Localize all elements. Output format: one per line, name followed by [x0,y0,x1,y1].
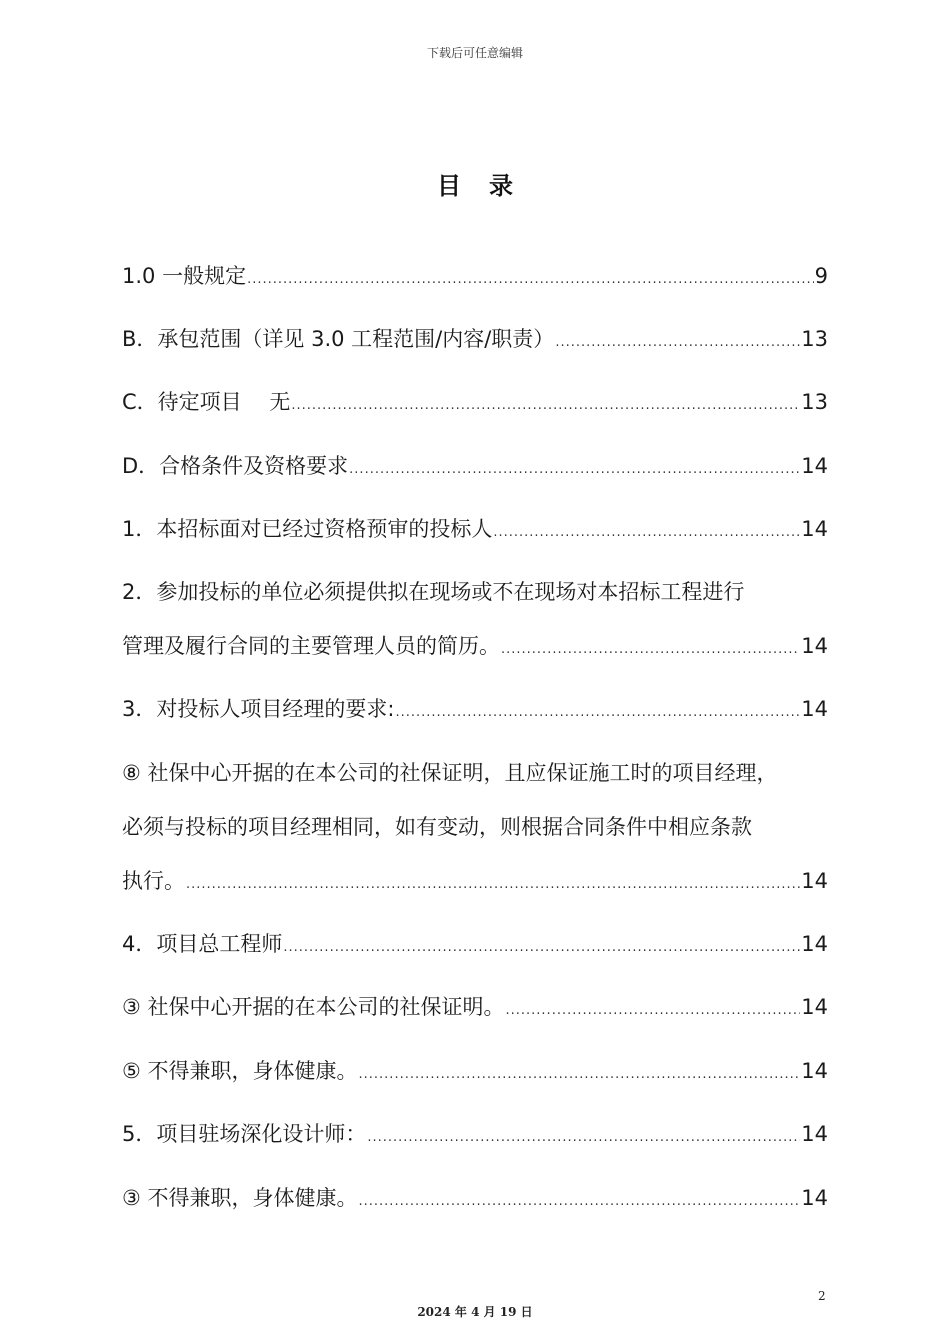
toc-entry[interactable] [122,386,828,418]
toc-entry[interactable] [122,865,828,897]
toc-leader-dots [367,1122,800,1154]
toc-entry-label: D．合格条件及资格要求 [122,454,349,478]
toc-leader-dots [493,517,800,549]
toc-entry-label: C．待定项目 无 [122,390,291,414]
toc-entry-label: 2．参加投标的单位必须提供拟在现场或不在现场对本招标工程进行 [122,580,745,604]
toc-entry[interactable] [122,450,828,482]
toc-entry-page: 14 [801,869,828,893]
toc-entry[interactable] [122,630,828,662]
toc-leader-dots [283,932,800,964]
toc-entry-label: 必须与投标的项目经理相同，如有变动，则根据合同条件中相应条款 [122,815,752,839]
toc-entry[interactable] [122,928,828,960]
toc-entry-page: 9 [814,264,828,288]
toc-entry-line[interactable] [122,811,828,843]
toc-entry-label: ③ 社保中心开据的在本公司的社保证明。 [122,995,505,1019]
toc-entry-page: 14 [801,995,828,1019]
toc-leader-dots [359,1186,801,1218]
toc-leader-dots [506,995,801,1027]
toc-title: 目录 [437,172,541,200]
toc-entry-label: 5．项目驻场深化设计师： [122,1122,367,1146]
toc-entry-line[interactable] [122,576,828,608]
toc-entry[interactable] [122,693,828,725]
toc-entry-label: 4．项目总工程师 [122,932,283,956]
footer-date: 2024 年 4 月 19 日 [417,1305,533,1319]
toc-leader-dots [291,390,800,422]
toc-leader-dots [395,697,800,729]
toc-entry[interactable] [122,1182,828,1214]
toc-entry-page: 14 [801,932,828,956]
toc-entry[interactable] [122,1055,828,1087]
toc-entry-label: ⑤ 不得兼职，身体健康。 [122,1059,358,1083]
page-number: 2 [818,1289,826,1303]
toc-entry[interactable] [122,260,828,292]
toc-entry-page: 14 [801,1122,828,1146]
toc-entry-label: B．承包范围（详见 3.0 工程范围/内容/职责） [122,327,555,351]
toc-entry-label: 1.0 一般规定 [122,264,247,288]
toc-entry-label: ⑧ 社保中心开据的在本公司的社保证明，且应保证施工时的项目经理， [122,761,778,785]
toc-entry[interactable] [122,1118,828,1150]
toc-leader-dots [186,869,800,901]
toc-entry[interactable] [122,991,828,1023]
toc-entry-label: 3．对投标人项目经理的要求: [122,697,395,721]
header-note: 下载后可任意编辑 [426,46,523,60]
toc-leader-dots [349,454,800,486]
toc-leader-dots [247,264,814,296]
toc-leader-dots [555,327,800,359]
toc-entry[interactable] [122,513,828,545]
toc-entry-page: 14 [801,517,828,541]
toc-leader-dots [501,634,800,666]
toc-entry-page: 13 [801,390,828,414]
toc-entry-page: 14 [801,697,828,721]
toc-entry-page: 13 [801,327,828,351]
toc-entry-label: 管理及履行合同的主要管理人员的简历。 [122,634,500,658]
toc-entry-line[interactable] [122,757,828,789]
toc-leader-dots [359,1059,801,1091]
toc-entry-label: 执行。 [122,869,185,893]
toc-entry[interactable] [122,323,828,355]
toc-entry-label: 1．本招标面对已经过资格预审的投标人 [122,517,493,541]
toc-entry-page: 14 [801,454,828,478]
toc-entry-label: ③ 不得兼职，身体健康。 [122,1186,358,1210]
toc-entry-page: 14 [801,1059,828,1083]
toc-entry-page: 14 [801,634,828,658]
toc-entry-page: 14 [801,1186,828,1210]
